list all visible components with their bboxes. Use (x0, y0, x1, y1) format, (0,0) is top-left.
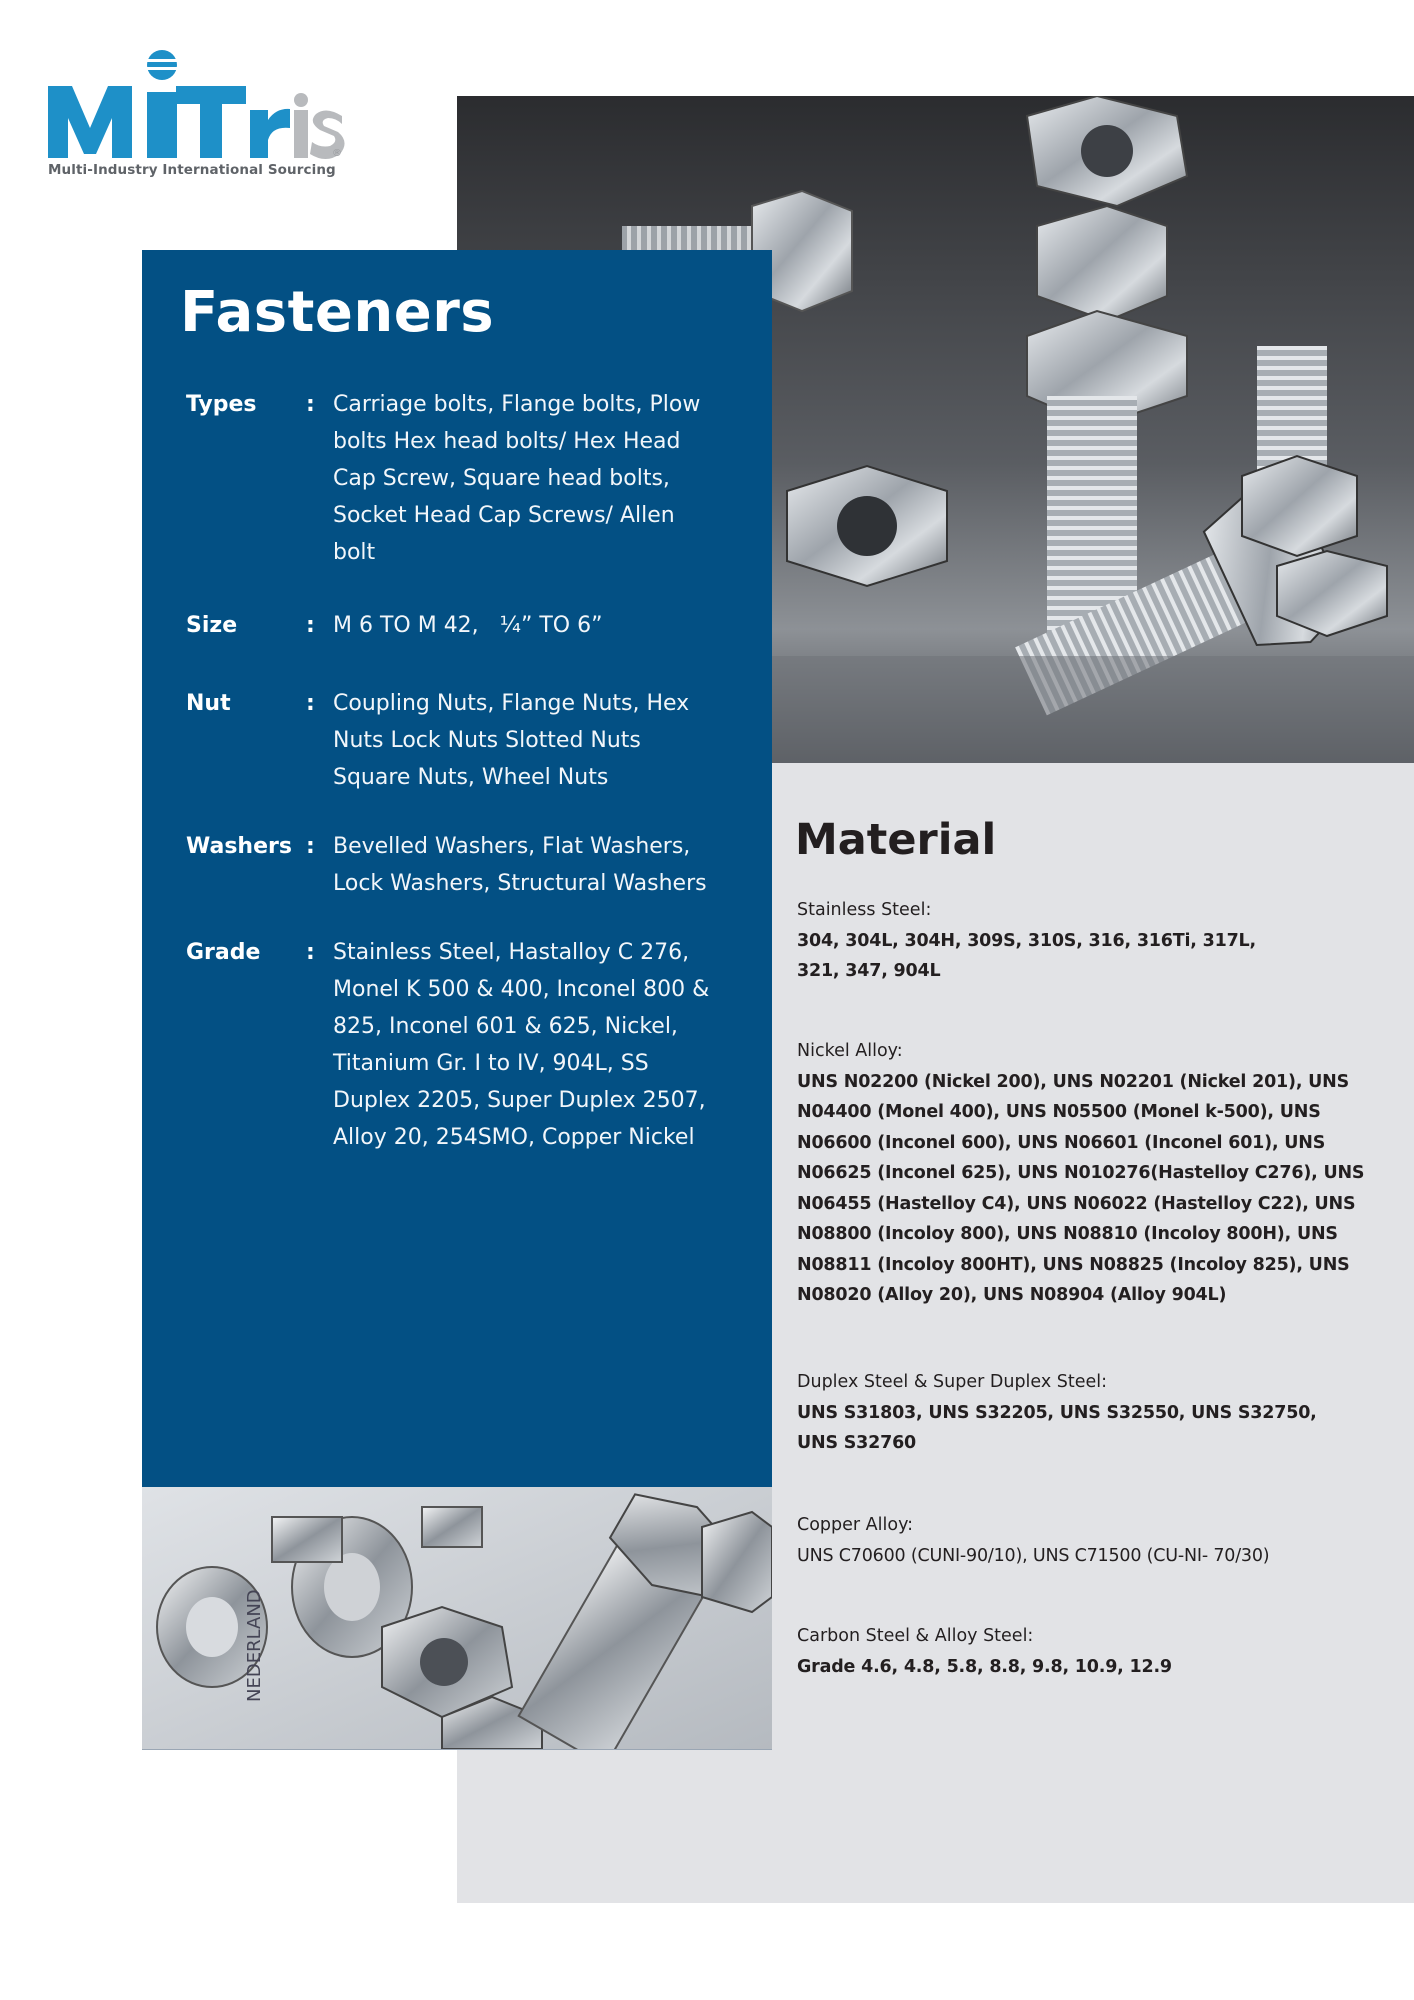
spec-value: Coupling Nuts, Flange Nuts, Hex Nuts Lock Nuts Slotted Nuts Square Nuts, Wheel Nuts (333, 691, 690, 790)
spec-value: Bevelled Washers, Flat Washers, Lock Washers, Structural Washers (333, 834, 707, 896)
spec-colon: : (306, 691, 315, 716)
material-body: UNS S31803, UNS S32205, UNS S32550, UNS S32750, UNS S32760 (797, 1402, 1317, 1453)
spec-label: Grade (186, 940, 261, 965)
material-body: 304, 304L, 304H, 309S, 310S, 316, 316Ti, 317L, 321, 347, 904L (797, 930, 1256, 981)
spec-label: Nut (186, 691, 231, 716)
company-logo (46, 48, 346, 188)
spec-label: Types (186, 392, 257, 417)
fasteners-title: Fasteners (180, 280, 495, 345)
spec-label: Washers (186, 834, 292, 859)
material-heading: Stainless Steel: (797, 900, 932, 920)
material-heading: Copper Alloy: (797, 1515, 914, 1535)
material-heading: Nickel Alloy: (797, 1041, 903, 1061)
mitris-logo-icon (46, 48, 346, 163)
spec-colon: : (306, 834, 315, 859)
spec-value: Carriage bolts, Flange bolts, Plow bolts Hex head bolts/ Hex Head Cap Screw, Square head bolts, Socket Head Cap Screws/ Allen bolt (333, 392, 701, 565)
material-group-carbon-steel (797, 1621, 1387, 1682)
material-group-stainless-steel (797, 895, 1387, 987)
spec-value: M 6 TO M 42, ¼” TO 6” (333, 613, 603, 638)
material-heading: Duplex Steel & Super Duplex Steel: (797, 1372, 1108, 1392)
spec-colon: : (306, 940, 315, 965)
washers-and-nuts-photo (142, 1487, 772, 1750)
spec-colon: : (306, 392, 315, 417)
material-heading: Carbon Steel & Alloy Steel: (797, 1626, 1034, 1646)
spec-value: Stainless Steel, Hastalloy C 276, Monel K 500 & 400, Inconel 800 & 825, Inconel 601 & 625, Nickel, Titanium Gr. I to IV, 904L, SS Duplex 2205, Super Duplex 2507, Alloy 20, 254SMO, Copper Nickel (333, 940, 710, 1150)
material-body: Grade 4.6, 4.8, 5.8, 8.8, 9.8, 10.9, 12.9 (797, 1656, 1172, 1677)
registered-mark: ® (332, 148, 342, 159)
material-group-copper-alloy (797, 1510, 1387, 1571)
material-body: UNS N02200 (Nickel 200), UNS N02201 (Nickel 201), UNS N04400 (Monel 400), UNS N05500 (Monel k-500), UNS N06600 (Inconel 600), UNS N06601 (Inconel 601), UNS N06625 (Inconel 625), UNS N010276(Hastelloy C276), UNS N06455 (Hastelloy C4), UNS N06022 (Hastelloy C22), UNS N08800 (Incoloy 800), UNS N08810 (Incoloy 800H), UNS N08811 (Incoloy 800HT), UNS N08825 (Incoloy 825), UNS N08020 (Alloy 20), UNS N08904 (Alloy 904L) (797, 1071, 1365, 1305)
washer-stamp-text: NEDERLAND (244, 1589, 265, 1702)
fasteners-panel (142, 250, 772, 1487)
logo-tagline: Multi-Industry International Sourcing (48, 162, 336, 178)
material-group-nickel-alloy (797, 1036, 1387, 1311)
spec-colon: : (306, 613, 315, 638)
material-group-duplex-steel (797, 1367, 1387, 1459)
washers-and-nuts-photo-icon (142, 1487, 772, 1749)
material-title: Material (795, 815, 997, 865)
material-body: UNS C70600 (CUNI-90/10), UNS C71500 (CU-NI- 70/30) (797, 1545, 1270, 1566)
spec-label: Size (186, 613, 238, 638)
